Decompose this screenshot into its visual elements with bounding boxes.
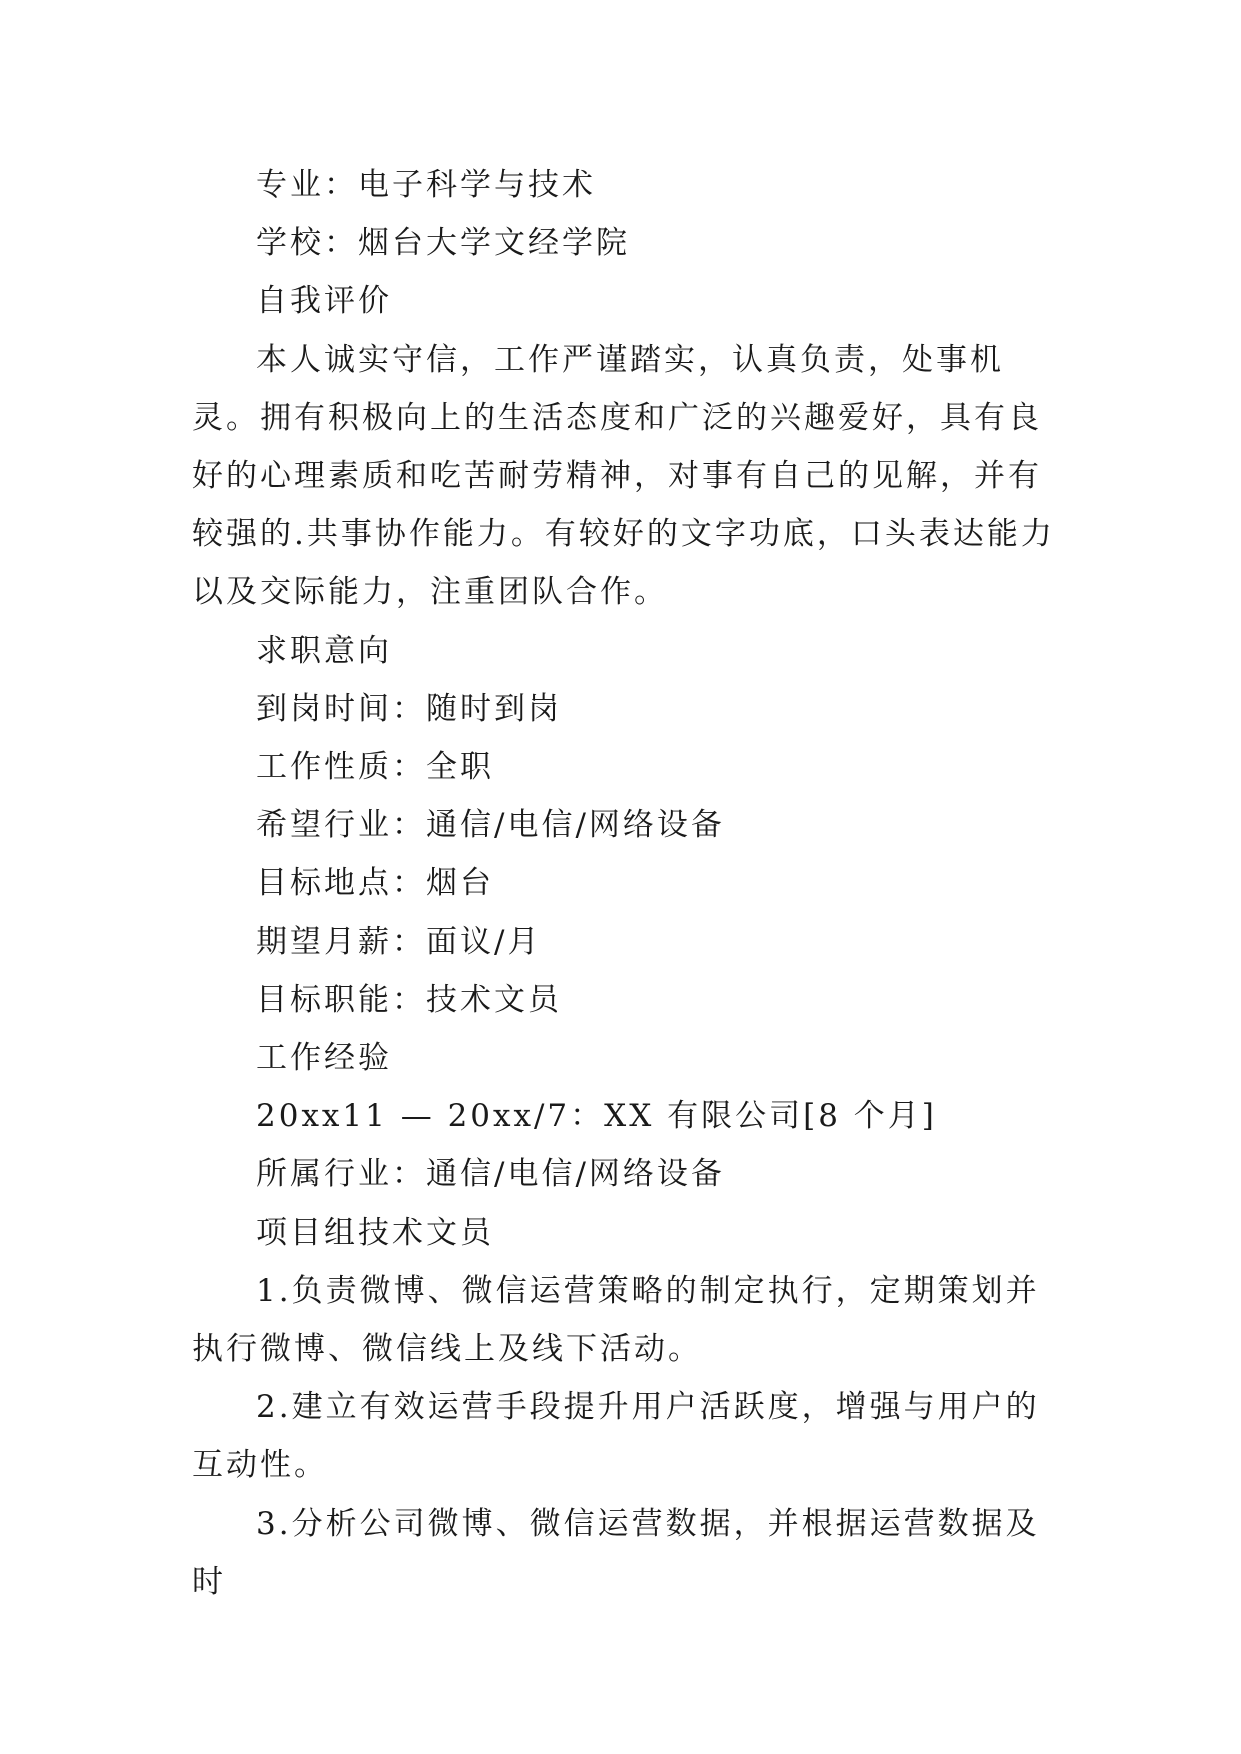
target-function-line: 目标职能：技术文员 (256, 981, 562, 1018)
self-evaluation-heading: 自我评价 (256, 283, 392, 320)
duty-item-1: 1.负责微博、微信运营策略的制定执行，定期策划并执行微博、微信线上及线下活动。 (192, 1272, 1040, 1368)
arrival-time-line: 到岗时间：随时到岗 (256, 690, 562, 727)
duty-item-2: 2.建立有效运营手段提升用户活跃度，增强与用户的互动性。 (192, 1389, 1040, 1484)
major-line: 专业：电子科学与技术 (256, 167, 596, 203)
experience-period-line: 20xx11 — 20xx/7：XX 有限公司[8 个月] (256, 1098, 937, 1135)
work-experience-heading: 工作经验 (256, 1040, 392, 1077)
industry-line: 所属行业：通信/电信/网络设备 (256, 1156, 725, 1193)
job-type-line: 工作性质：全职 (256, 749, 494, 786)
target-location-line: 目标地点：烟台 (256, 865, 494, 902)
expected-salary-line: 期望月薪：面议/月 (256, 923, 542, 960)
duty-item-3: 3.分析公司微博、微信运营数据，并根据运营数据及时 (192, 1505, 1040, 1600)
self-evaluation-paragraph: 本人诚实守信，工作严谨踏实，认真负责，处事机灵。拥有积极向上的生活态度和广泛的兴趣爱好，具有良好的心理素质和吃苦耐劳精神，对事有自己的见解，并有较强的.共事协作能力。有较好的文字功底，口头表达能力以及交际能力，注重团队合作。 (192, 341, 1055, 611)
desired-industry-line: 希望行业：通信/电信/网络设备 (256, 807, 725, 844)
position-line: 项目组技术文员 (256, 1214, 494, 1251)
resume-body (192, 156, 1062, 1611)
school-line: 学校：烟台大学文经学院 (256, 225, 630, 262)
job-intent-heading: 求职意向 (256, 632, 392, 669)
